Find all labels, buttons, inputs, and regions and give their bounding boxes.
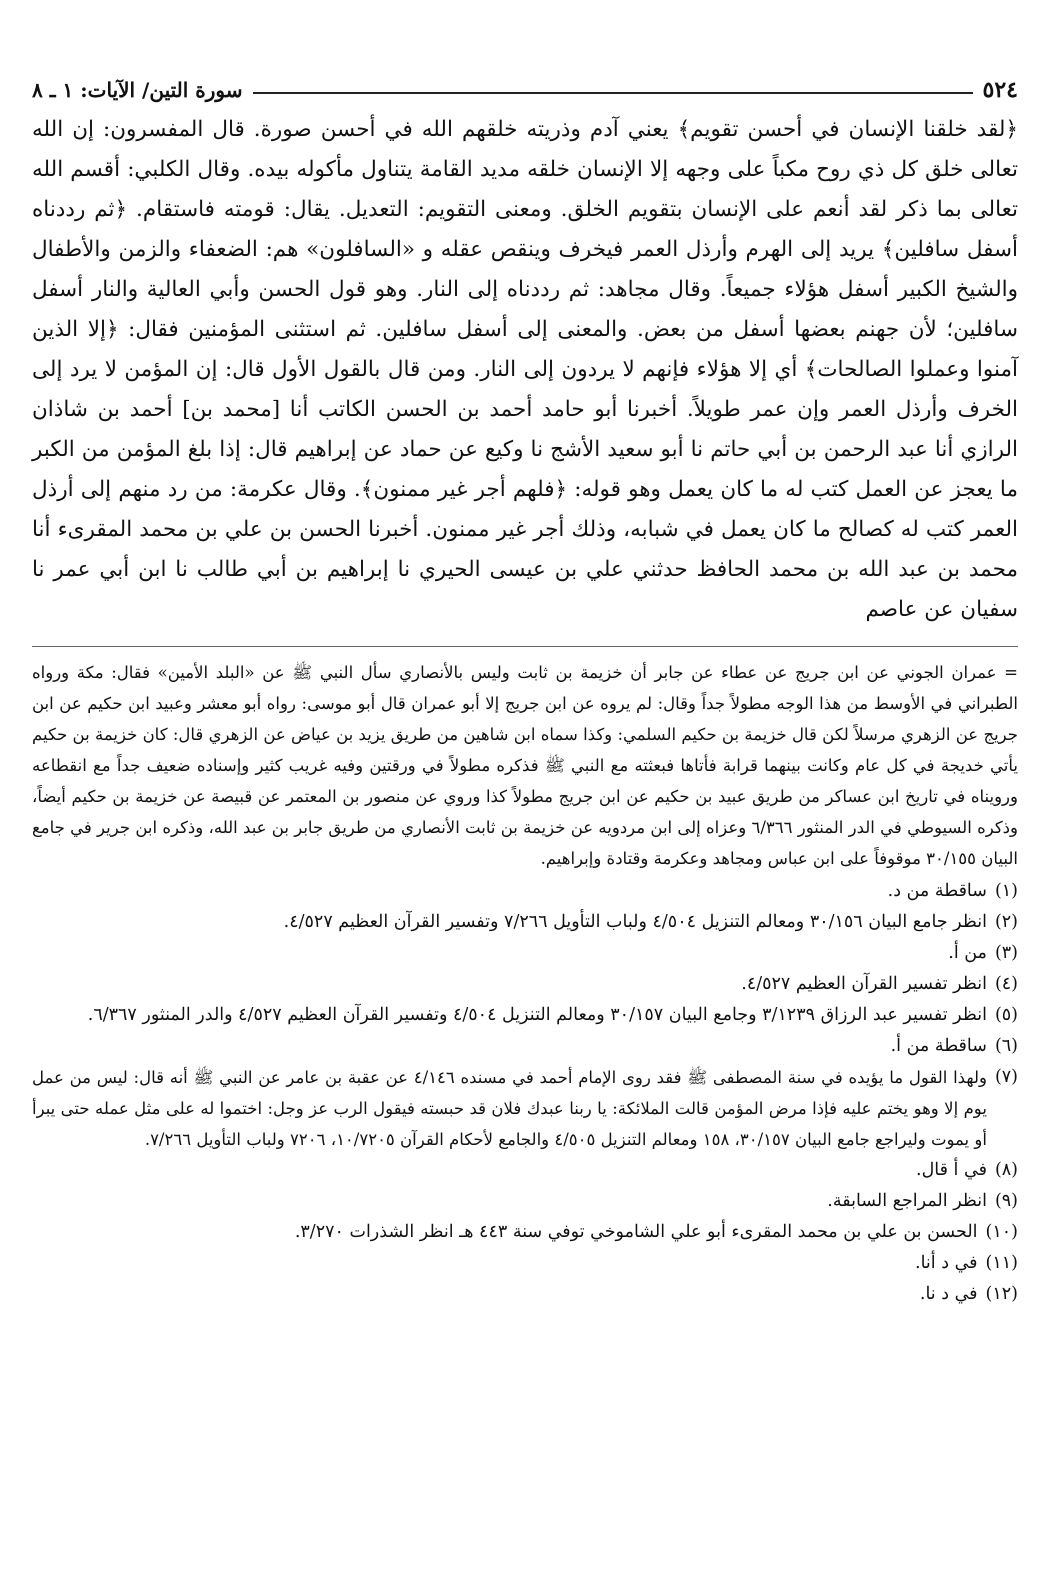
footnote-12: [32, 1279, 1018, 1310]
main-text: [32, 110, 1018, 630]
footnote-9: [32, 1186, 1018, 1217]
footnote-6: [32, 1031, 1018, 1062]
footnote-separator: [32, 646, 1018, 647]
book-page: [32, 72, 1018, 1310]
main-paragraph: ﴿لقد خلقنا الإنسان في أحسن تقويم﴾ يعني آدم وذريته خلقهم الله في أحسن صورة. قال المفسرون: إن الله تعالى خلق كل ذي روح مكباً على وجهه إلا الإنسان خلقه مديد القامة يتناول مأكوله بيده. وقال الكلبي: أقسم الله تعالى بما ذكر لقد أنعم على الإنسان بتقويم الخلق. ومعنى التقويم: التعديل. يقال: قومته فاستقام. ﴿ثم رددناه أسفل سافلين﴾ يريد إلى الهرم وأرذل العمر فيخرف وينقص عقله و «السافلون» هم: الضعفاء والزمن والأطفال والشيخ الكبير أسفل هؤلاء جميعاً. وقال مجاهد: ثم رددناه إلى النار. وهو قول الحسن وأبي العالية والنار أسفل سافلين؛ لأن جهنم بعضها أسفل من بعض. والمعنى إلى أسفل سافلين. ثم استثنى المؤمنين فقال: ﴿إلا الذين آمنوا وعملوا الصالحات﴾ أي إلا هؤلاء فإنهم لا يردون إلى النار. ومن قال بالقول الأول قال: إن المؤمن لا يرد إلى الخرف وأرذل العمر وإن عمر طويلاً. أخبرنا أبو حامد أحمد بن الحسن الكاتب أنا [محمد بن] أحمد بن شاذان الرازي أنا عبد الرحمن بن أبي حاتم نا أبو سعيد الأشج نا وكيع عن حماد عن إبراهيم قال: إذا بلغ المؤمن من الكبر ما يعجز عن العمل كتب له ما كان يعمل وهو قوله: ﴿فلهم أجر غير ممنون﴾. وقال عكرمة: من رد منهم إلى أرذل العمر كتب له كصالح ما كان يعمل في شبابه، وذلك أجر غير ممنون. أخبرنا الحسن بن علي بن محمد المقرىء أنا محمد بن عبد الله بن محمد الحافظ حدثني علي بن عيسى الحيري نا إبراهيم بن أبي طالب نا ابن أبي عمر نا سفيان عن عاصم: [32, 117, 1018, 622]
footnote-text: انظر تفسير عبد الرزاق ٣/١٢٣٩ وجامع البيان ٣٠/١٥٧ ومعالم التنزيل ٤/٥٠٤ وتفسير القرآن العظيم ٤/٥٢٧ والدر المنثور ٦/٣٦٧.: [87, 1005, 987, 1025]
footnote-text: ولهذا القول ما يؤيده في سنة المصطفى ﷺ فقد روى الإمام أحمد في مسنده ٤/١٤٦ عن عقبة بن عامر عن النبي ﷺ أنه قال: ليس من عمل يوم إلا وهو يختم عليه فإذا مرض المؤمن قالت الملائكة: يا ربنا عبدك فلان قد حبسته فيقول الرب عز وجل: اختموا له على مثل عمله حتى يبرأ أو يموت وليراجع جامع البيان ٣٠/١٥٧، ١٥٨ ومعالم التنزيل ٤/٥٠٥ والجامع لأحكام القرآن ١٠/٧٢٠٥، ٧٢٠٦ ولباب التأويل ٧/٢٦٦.: [32, 1068, 987, 1149]
footnote-text: انظر تفسير القرآن العظيم ٤/٥٢٧.: [741, 974, 987, 994]
footnote-text: في أ قال.: [916, 1160, 987, 1180]
surah-title: سورة التين/ الآيات: ١ ـ ٨: [32, 78, 243, 102]
footnote-number: (٤): [994, 974, 1018, 994]
footnote-number: (٨): [994, 1160, 1018, 1180]
footnote-text: ساقطة من أ.: [890, 1036, 987, 1056]
footnote-text: ساقطة من د.: [887, 881, 987, 901]
footnote-3: [32, 938, 1018, 969]
continuation-text: = عمران الجوني عن ابن جريج عن عطاء عن جابر أن خزيمة بن ثابت وليس بالأنصاري سأل النبي ﷺ عن «البلد الأمين» فقال: مكة ورواه الطبراني في الأوسط من هذا الوجه مطولاً جداً وقال: لم يروه عن ابن جريج إلا أبو عمران قال أبو موسى: رواه أبو معشر وعبيد ابن حكيم عن ابن جريج عن الزهري مرسلاً لكن قال خزيمة بن حكيم السلمي: وكذا سماه ابن شاهين من طريق يزيد بن عياض عن الزهري قال: كان خزيمة بن حكيم يأتي خديجة في كل عام وكانت بينهما قرابة فأتاها فبعثته مع النبي ﷺ فذكره مطولاً في ورقتين وفيه غريب كثير وإسناده ضعيف جداً مع انقطاعه ورويناه في تاريخ ابن عساكر من طريق عبيد بن حكيم عن ابن جريج مطولاً كذا وروي عن منصور بن المعتمر عن قبيصة عن خزيمة بن حكيم أيضاً، وذكره السيوطي في الدر المنثور ٦/٣٦٦ وعزاه إلى ابن مردويه عن خزيمة بن ثابت الأنصاري من طريق جابر بن عبد الله، وذكره ابن جرير في جامع البيان ٣٠/١٥٥ موقوفاً على ابن عباس ومجاهد وعكرمة وقتادة وإبراهيم.: [32, 663, 1018, 868]
footnote-2: [32, 907, 1018, 938]
footnote-5: [32, 1000, 1018, 1031]
footnote-text: في د نا.: [919, 1284, 978, 1304]
page-number: ٥٢٤: [982, 77, 1018, 103]
footnote-text: من أ.: [948, 943, 987, 963]
footnote-number: (١١): [985, 1253, 1018, 1273]
footnote-8: [32, 1155, 1018, 1186]
footnote-number: (٢): [994, 912, 1018, 932]
footnote-11: [32, 1248, 1018, 1279]
footnote-number: (٥): [994, 1005, 1018, 1025]
footnote-number: (١٠): [985, 1222, 1018, 1242]
footnote-number: (٣): [994, 943, 1018, 963]
footnote-7: [32, 1062, 1018, 1155]
footnote-text: الحسن بن علي بن محمد المقرىء أبو علي الشاموخي توفي سنة ٤٤٣ هـ انظر الشذرات ٣/٢٧٠.: [294, 1222, 978, 1242]
footnote-4: [32, 969, 1018, 1000]
footnote-number: (٦): [994, 1036, 1018, 1056]
footnote-continuation: [32, 657, 1018, 874]
footnote-1: [32, 876, 1018, 907]
footnote-10: [32, 1217, 1018, 1248]
footnote-text: انظر المراجع السابقة.: [827, 1191, 987, 1211]
footnote-number: (٧): [994, 1067, 1018, 1087]
footnote-number: (١٢): [985, 1284, 1018, 1304]
footnote-number: (١): [994, 881, 1018, 901]
header-rule: [253, 92, 973, 94]
footnote-list: [32, 876, 1018, 1310]
footnote-text: انظر جامع البيان ٣٠/١٥٦ ومعالم التنزيل ٤/٥٠٤ ولباب التأويل ٧/٢٦٦ وتفسير القرآن العظيم ٤/٥٢٧.: [283, 912, 987, 932]
footnote-number: (٩): [994, 1191, 1018, 1211]
footnote-text: في د أنا.: [915, 1253, 978, 1273]
page-header: [32, 72, 1018, 108]
